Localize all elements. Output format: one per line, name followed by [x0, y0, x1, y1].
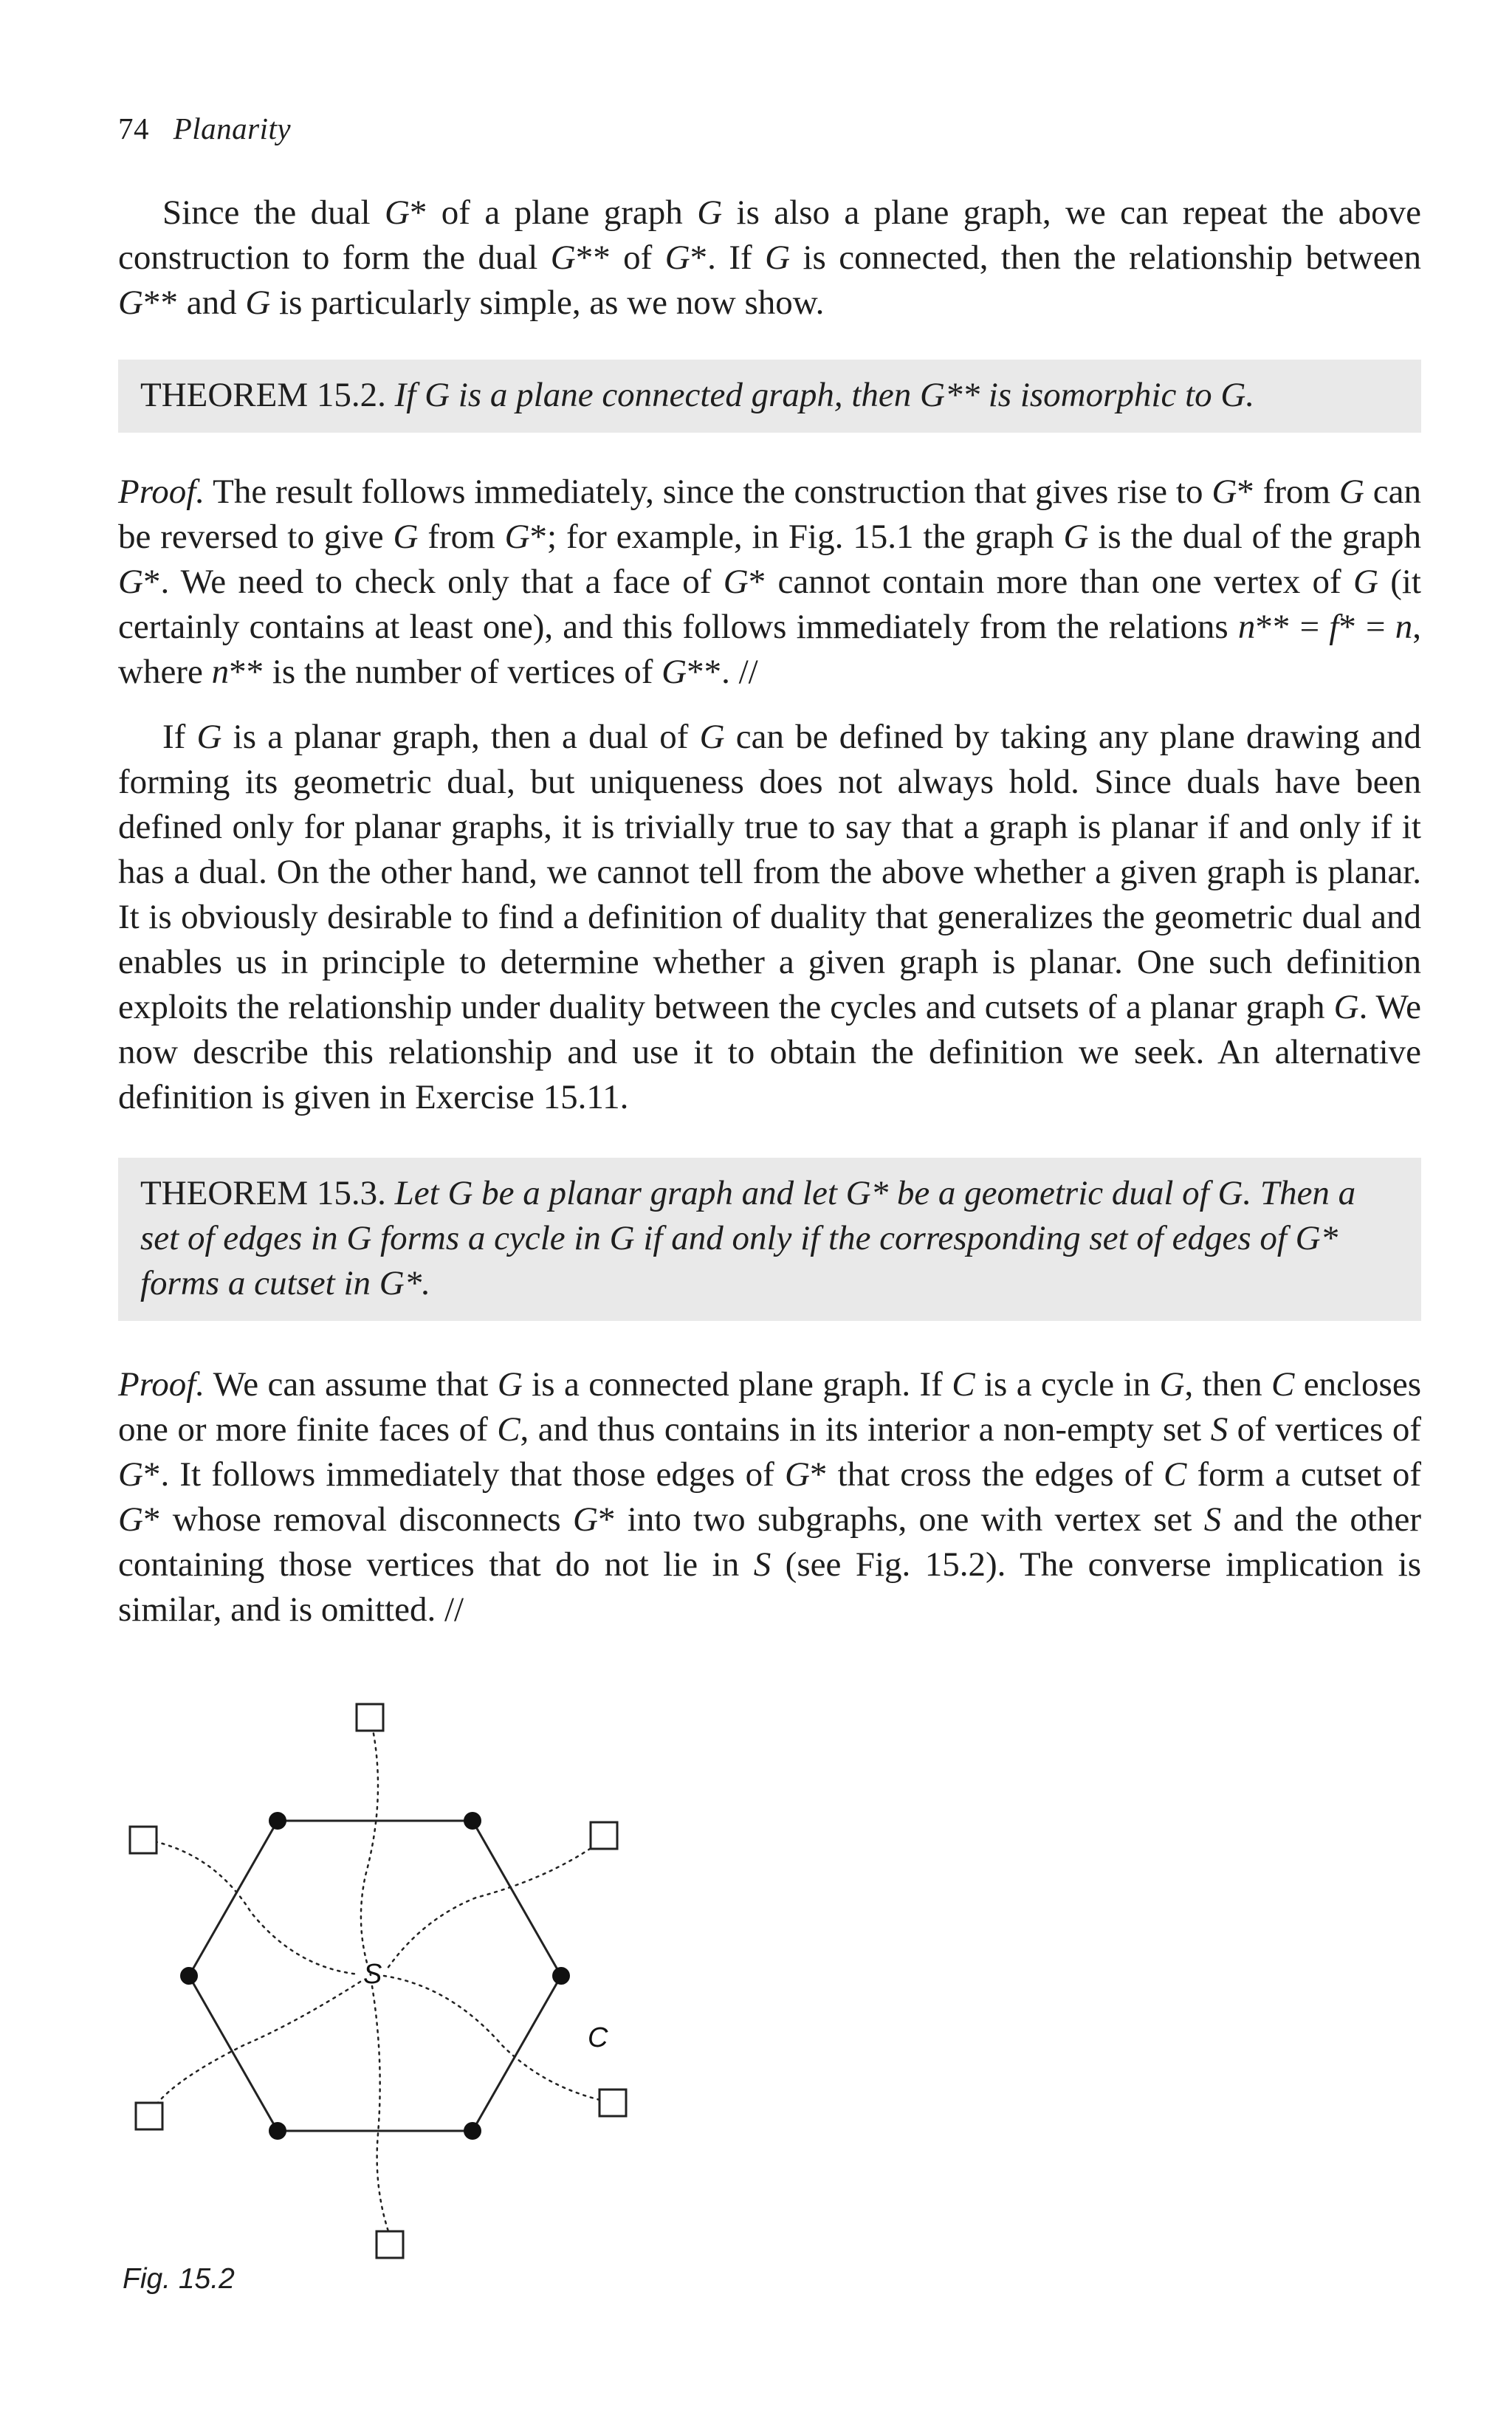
text-run: G — [662, 653, 687, 691]
theorem-15-3-head: THEOREM 15.3. — [140, 1174, 395, 1212]
graph-vertex — [269, 2122, 286, 2140]
text-run: ** of — [575, 238, 665, 277]
dual-vertex — [377, 2231, 403, 2258]
text-run: ** = — [1255, 608, 1330, 646]
dual-vertex — [591, 1822, 617, 1849]
text-run: G — [1159, 1365, 1185, 1404]
text-run: S — [1210, 1410, 1228, 1449]
theorem-15-2 — [118, 360, 1421, 433]
dual-edge — [148, 1840, 359, 1974]
proof-15-3 — [118, 1362, 1421, 1632]
text-run: (it certainly contains at least one), and this follows immediately from the relations — [118, 563, 1421, 646]
dual-vertex — [599, 2090, 626, 2116]
text-run: encloses one or more finite faces of — [118, 1365, 1421, 1449]
text-run: G — [699, 718, 725, 756]
text-run: G — [393, 518, 419, 556]
text-run: *. If — [690, 238, 766, 277]
text-run: is a connected plane graph. If — [522, 1365, 952, 1404]
text-run: G — [118, 1455, 143, 1494]
dual-edge — [385, 1844, 597, 1971]
cycle-edge — [472, 1821, 561, 1976]
cycle-edge — [472, 1976, 561, 2131]
proof-15-2-text — [118, 470, 1421, 695]
page-number: 74 — [118, 111, 149, 145]
text-run: G — [1353, 563, 1378, 601]
text-run: G — [550, 238, 576, 277]
text-run: *. It follows immediately that those edges of — [142, 1455, 785, 1494]
text-run: can be defined by taking any plane drawing and forming its geometric dual, but uniqueness does not always hold. Since duals have been defined only for planar graphs, it is trivially true to say that a graph is planar if and only if it has a dual. On the other hand, we cannot tell from the above whether a given graph is planar. It is obviously desirable to find a definition of duality that generalizes the geometric dual and enables us in principle to determine whether a given graph is planar. One such definition exploits the relationship under duality between the cycles and cutsets of a planar graph — [118, 718, 1421, 1026]
dual-edge — [372, 1986, 388, 2231]
text-run: , where — [118, 608, 1421, 691]
graph-vertex — [552, 1967, 570, 1985]
vertex-set-S-label: S — [363, 1959, 382, 1990]
paragraph-duality — [118, 715, 1421, 1120]
text-run: of vertices of — [1228, 1410, 1421, 1449]
text-run: G — [497, 1365, 523, 1404]
text-run: is a cycle in — [975, 1365, 1160, 1404]
text-run: * of a plane graph — [409, 193, 698, 232]
cycle-edge — [189, 1821, 278, 1976]
graph-vertex — [464, 2122, 481, 2140]
text-run: If — [162, 718, 197, 756]
text-run: G — [118, 1500, 143, 1539]
text-run: *. We need to check only that a face of — [142, 563, 724, 601]
figure-15-2 — [103, 1676, 650, 2267]
text-run: is a planar graph, then a dual of — [221, 718, 700, 756]
theorem-15-3 — [118, 1158, 1421, 1321]
text-run: , then — [1184, 1365, 1271, 1404]
text-run: C — [1271, 1365, 1295, 1404]
text-run: * that cross the edges of — [809, 1455, 1164, 1494]
text-run: f — [1329, 608, 1339, 646]
text-run: G — [1333, 988, 1359, 1026]
theorem-15-3-statement: Let G be a planar graph and let G* be a geometric dual of G. Then a set of edges in G forms a cycle in G if and only if the corresponding set of edges of G* forms a cutset in G*. — [140, 1174, 1356, 1302]
text-run: G — [118, 284, 143, 322]
text-run: form a cutset of — [1186, 1455, 1421, 1494]
text-run: is connected, then the relationship between — [790, 238, 1421, 277]
dual-vertex — [130, 1827, 157, 1853]
text-run: * cannot contain more than one vertex of — [748, 563, 1353, 601]
text-run: The result follows immediately, since the construction that gives rise to — [205, 473, 1212, 511]
text-run: and the other containing those vertices that do not lie in — [118, 1500, 1421, 1584]
text-run: G — [118, 563, 143, 601]
text-run: G — [572, 1500, 598, 1539]
graph-vertex — [269, 1812, 286, 1830]
text-run: G — [1339, 473, 1364, 511]
text-run: * from — [1237, 473, 1339, 511]
cycle-C-label: C — [588, 2022, 608, 2053]
proof-15-2 — [118, 470, 1421, 695]
text-run: n — [211, 653, 230, 691]
text-run: **. // — [687, 653, 758, 691]
text-run: * into two subgraphs, one with vertex set — [597, 1500, 1204, 1539]
text-run: Since the dual — [162, 193, 385, 232]
figure-caption: Fig. 15.2 — [123, 2263, 235, 2295]
page-header — [118, 111, 291, 146]
text-run: G — [196, 718, 222, 756]
text-run: * = — [1339, 608, 1395, 646]
text-run: (see Fig. 15.2). The converse implication is similar, and is omitted. // — [118, 1545, 1421, 1629]
paragraph-duality-text — [118, 715, 1421, 1120]
theorem-15-2-statement: If G is a plane connected graph, then G** is isomorphic to G. — [394, 376, 1255, 414]
text-run: G — [784, 1455, 810, 1494]
text-run: , and thus contains in its interior a non-empty set — [520, 1410, 1211, 1449]
theorem-15-2-head: THEOREM 15.2. — [140, 376, 395, 414]
graph-vertex — [464, 1812, 481, 1830]
text-run: Proof. — [118, 1365, 205, 1404]
text-run: Proof. — [118, 473, 205, 511]
text-run: G — [765, 238, 791, 277]
text-run: ** and — [142, 284, 246, 322]
text-run: G — [384, 193, 410, 232]
text-run: n — [1395, 608, 1413, 646]
text-run: G — [1212, 473, 1237, 511]
text-run: is the dual of the graph — [1088, 518, 1421, 556]
text-run: n — [1237, 608, 1256, 646]
text-run: G — [723, 563, 749, 601]
text-run: *; for example, in Fig. 15.1 the graph — [529, 518, 1064, 556]
text-run: is particularly simple, as we now show. — [270, 284, 825, 322]
text-run: S — [1203, 1500, 1222, 1539]
text-run: G — [1063, 518, 1089, 556]
text-run: . We now describe this relationship and use it to obtain the definition we seek. An alternative definition is given in Exercise 15.11. — [118, 988, 1422, 1116]
dual-vertex — [136, 2103, 162, 2129]
dual-edge — [157, 1982, 360, 2104]
dual-vertex — [357, 1704, 383, 1731]
text-run: from — [418, 518, 505, 556]
text-run: is also a plane graph, we can repeat the above construction to form the dual — [118, 193, 1421, 277]
dual-edge — [361, 1719, 378, 1975]
text-run: G — [504, 518, 530, 556]
running-title: Planarity — [173, 111, 292, 145]
text-run: C — [497, 1410, 520, 1449]
text-run: G — [664, 238, 690, 277]
text-run: G — [245, 284, 271, 322]
text-run: * whose removal disconnects — [142, 1500, 573, 1539]
text-run: can be reversed to give — [118, 473, 1421, 556]
cycle-edge — [189, 1976, 278, 2131]
proof-15-3-text — [118, 1362, 1421, 1632]
text-run: S — [753, 1545, 772, 1584]
text-run: We can assume that — [205, 1365, 498, 1404]
text-run: G — [697, 193, 723, 232]
paragraph-intro — [118, 190, 1421, 326]
graph-vertex — [180, 1967, 198, 1985]
paragraph-intro-text — [118, 190, 1421, 326]
text-run: C — [1164, 1455, 1187, 1494]
text-run: C — [952, 1365, 975, 1404]
text-run: ** is the number of vertices of — [229, 653, 662, 691]
